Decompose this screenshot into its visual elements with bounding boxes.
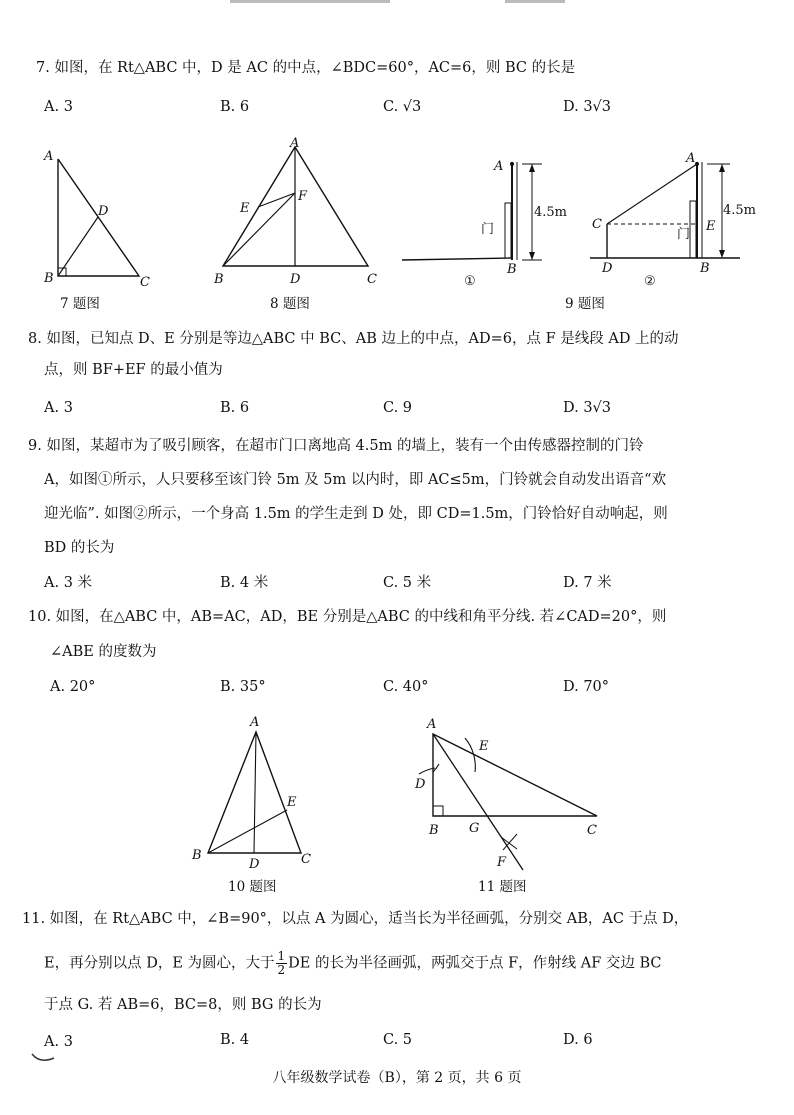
q8-option-a: A. 3: [44, 400, 73, 416]
fig11-label-b: B: [429, 823, 439, 838]
q7-option-a: A. 3: [44, 99, 73, 115]
fig9-2-label-e: E: [706, 219, 716, 234]
fig11-label-e: E: [479, 739, 489, 754]
q11-option-b: B. 4: [220, 1032, 250, 1048]
q7-option-d: D. 3√3: [563, 99, 612, 115]
q7-option-c: C. √3: [383, 99, 422, 115]
page-footer: 八年级数学试卷（B），第 2 页，共 6 页: [272, 1070, 522, 1086]
q9-option-b: B. 4 米: [220, 575, 269, 591]
fraction-denominator: 2: [277, 963, 286, 977]
fig9-sub-1: ①: [464, 274, 476, 289]
figure-9-1: [400, 148, 568, 289]
fig7-label-c: C: [140, 275, 150, 290]
fig11-label-a: A: [427, 717, 437, 732]
q11-option-d: D. 6: [563, 1032, 593, 1048]
q9-option-d: D. 7 米: [563, 575, 612, 591]
fig8-caption: 8 题图: [270, 296, 310, 312]
fig9-sub-2: ②: [644, 274, 656, 289]
q11-line2-start: E，再分别以点 D，E 为圆心，大于: [44, 955, 275, 972]
fig9-1-door-label: 门: [481, 222, 495, 237]
q7-option-b: B. 6: [220, 99, 250, 115]
fig7-label-d: D: [98, 204, 109, 219]
fig9-2-label-b: B: [700, 261, 710, 276]
fig10-label-e: E: [287, 795, 297, 810]
q8-stem-line1: 8. 如图，已知点 D、E 分别是等边△ABC 中 BC、AB 边上的中点，AD=6，点 F 是线段 AD 上的动: [28, 331, 679, 347]
q8-option-d: D. 3√3: [563, 400, 612, 416]
fig7-caption: 7 题图: [60, 296, 100, 312]
figure-10: [188, 710, 328, 875]
scan-edge-mark: [505, 0, 565, 3]
figure-9-2: [582, 148, 762, 288]
figure-7: [36, 140, 166, 290]
fig7-label-a: A: [44, 149, 54, 164]
fig9-2-height-label: 4.5m: [723, 203, 757, 218]
one-half-fraction: [276, 950, 288, 977]
q9-stem-line3: 迎光临”. 如图②所示，一个身高 1.5m 的学生走到 D 处，即 CD=1.5m，门铃恰好自动响起，则: [44, 506, 668, 522]
q11-option-a: A. 3: [44, 1034, 73, 1050]
figure-11: [405, 712, 625, 877]
fig11-label-g: G: [469, 821, 480, 836]
fig9-2-label-d: D: [602, 261, 613, 276]
fig10-label-b: B: [192, 848, 202, 863]
q9-option-c: C. 5 米: [383, 575, 432, 591]
fig8-label-e: E: [240, 201, 250, 216]
fig9-1-label-a: A: [494, 159, 504, 174]
fig8-label-c: C: [367, 272, 377, 287]
q9-option-a: A. 3 米: [44, 575, 93, 591]
fig8-label-a: A: [290, 136, 300, 151]
fraction-numerator: 1: [277, 949, 286, 963]
pen-mark: [30, 1048, 60, 1068]
fig7-label-b: B: [44, 271, 54, 286]
fig9-2-door-label: 门: [677, 227, 691, 242]
q9-stem-line4: BD 的长为: [44, 540, 115, 556]
q10-option-a: A. 20°: [50, 679, 96, 695]
fig10-label-c: C: [301, 852, 311, 867]
fig9-2-label-c: C: [592, 217, 602, 232]
q11-stem-line1: 11. 如图，在 Rt△ABC 中，∠B=90°，以点 A 为圆心，适当长为半径画弧，分别交 AB，AC 于点 D，: [22, 911, 689, 927]
q9-stem-line2: A，如图①所示，人只要移至该门铃 5m 及 5m 以内时，即 AC≤5m，门铃就会自动发出语音“欢: [44, 472, 667, 488]
q10-stem-line1: 10. 如图，在△ABC 中，AB=AC，AD，BE 分别是△ABC 的中线和角平分线. 若∠CAD=20°，则: [28, 609, 667, 625]
fig9-caption: 9 题图: [565, 296, 605, 312]
q10-option-c: C. 40°: [383, 679, 429, 695]
fig10-label-a: A: [250, 715, 260, 730]
fig8-label-b: B: [214, 272, 224, 287]
fig11-label-f: F: [497, 855, 507, 870]
fig11-caption: 11 题图: [478, 879, 527, 895]
fig10-caption: 10 题图: [228, 879, 277, 895]
q11-line2-end: DE 的长为半径画弧，两弧交于点 F，作射线 AF 交边 BC: [288, 955, 662, 972]
q11-stem-line2: [44, 950, 662, 977]
q11-option-c: C. 5: [383, 1032, 413, 1048]
figure-8: [210, 133, 390, 293]
fig10-label-d: D: [249, 857, 260, 872]
fig9-1-height-label: 4.5m: [534, 205, 568, 220]
fig8-label-f: F: [298, 189, 308, 204]
fig11-label-c: C: [587, 823, 597, 838]
q10-option-d: D. 70°: [563, 679, 610, 695]
q8-option-c: C. 9: [383, 400, 413, 416]
q10-option-b: B. 35°: [220, 679, 266, 695]
fig9-1-label-b: B: [507, 262, 517, 277]
q8-stem-line2: 点，则 BF+EF 的最小值为: [44, 362, 223, 378]
fig9-2-label-a: A: [686, 151, 696, 166]
q7-stem: 7. 如图，在 Rt△ABC 中，D 是 AC 的中点，∠BDC=60°，AC=6，则 BC 的长是: [36, 60, 576, 76]
fig8-label-d: D: [290, 272, 301, 287]
fig11-label-d: D: [415, 777, 426, 792]
q8-option-b: B. 6: [220, 400, 250, 416]
q11-stem-line3: 于点 G. 若 AB=6，BC=8，则 BG 的长为: [44, 997, 322, 1013]
q10-stem-line2: ∠ABE 的度数为: [50, 644, 157, 660]
q9-stem-line1: 9. 如图，某超市为了吸引顾客，在超市门口离地高 4.5m 的墙上，装有一个由传感器控制的门铃: [28, 438, 644, 454]
scan-edge-mark: [230, 0, 390, 3]
